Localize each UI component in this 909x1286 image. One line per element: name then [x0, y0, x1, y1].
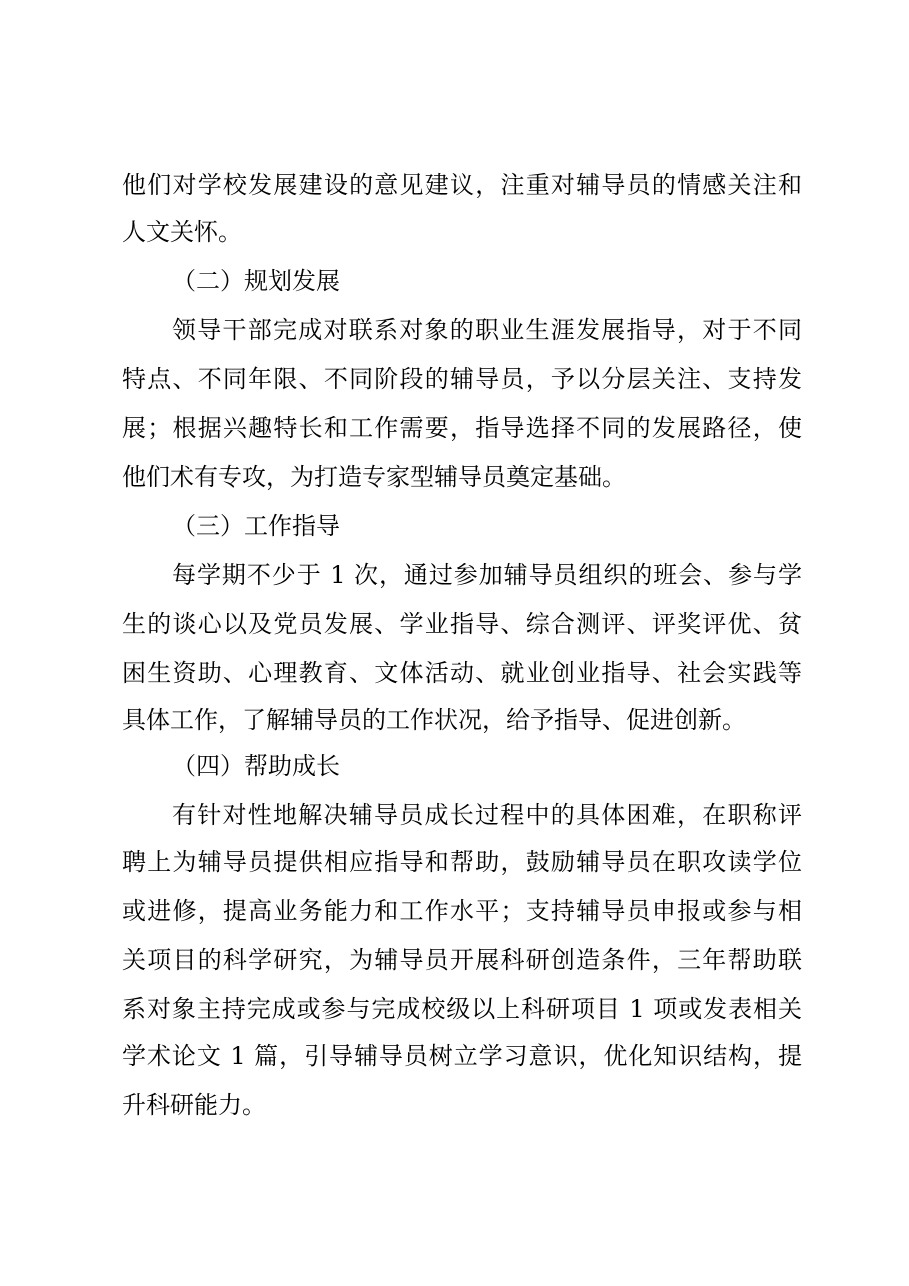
section-heading-growth: （四）帮助成长	[172, 752, 340, 780]
paragraph-line: 关项目的科学研究，为辅导员开展科研创造条件，三年帮助联	[122, 946, 802, 974]
paragraph-line: 系对象主持完成或参与完成校级以上科研项目 1 项或发表相关	[122, 995, 802, 1023]
paragraph-line: 困生资助、心理教育、文体活动、就业创业指导、社会实践等	[122, 659, 802, 687]
paragraph-line: 他们术有专攻，为打造专家型辅导员奠定基础。	[122, 463, 626, 491]
paragraph-line: 聘上为辅导员提供相应指导和帮助，鼓励辅导员在职攻读学位	[122, 848, 802, 876]
paragraph-line: 升科研能力。	[122, 1091, 266, 1119]
paragraph-line: 生的谈心以及党员发展、学业指导、综合测评、评奖评优、贫	[122, 610, 802, 638]
paragraph-line: 领导干部完成对联系对象的职业生涯发展指导，对于不同	[172, 316, 802, 344]
paragraph-line: 有针对性地解决辅导员成长过程中的具体困难，在职称评	[172, 801, 802, 829]
paragraph-line: 展；根据兴趣特长和工作需要，指导选择不同的发展路径，使	[122, 414, 802, 442]
paragraph-line: 他们对学校发展建设的意见建议，注重对辅导员的情感关注和	[122, 171, 802, 199]
paragraph-line: 学术论文 1 篇，引导辅导员树立学习意识，优化知识结构，提	[122, 1042, 802, 1070]
paragraph-line: 人文关怀。	[122, 218, 242, 246]
paragraph-line: 或进修，提高业务能力和工作水平；支持辅导员申报或参与相	[122, 897, 802, 925]
section-heading-planning: （二）规划发展	[172, 267, 340, 295]
paragraph-line: 具体工作，了解辅导员的工作状况，给予指导、促进创新。	[122, 706, 746, 734]
paragraph-line: 特点、不同年限、不同阶段的辅导员，予以分层关注、支持发	[122, 365, 802, 393]
paragraph-line: 每学期不少于 1 次，通过参加辅导员组织的班会、参与学	[172, 561, 802, 589]
section-heading-work-guidance: （三）工作指导	[172, 512, 340, 540]
